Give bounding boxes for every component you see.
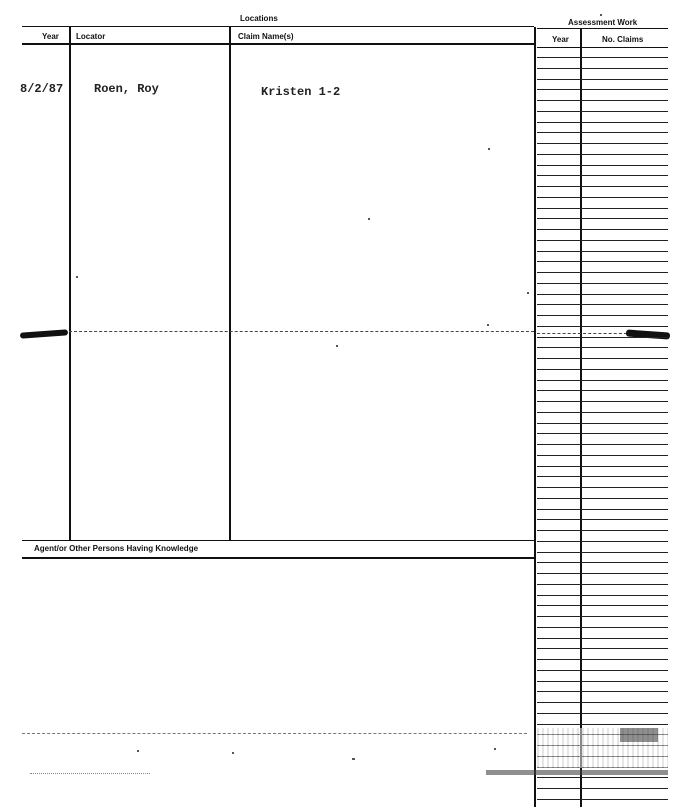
aw-row-rule — [537, 122, 668, 123]
aw-row-rule — [537, 562, 668, 563]
assessment-work-title: Assessment Work — [568, 18, 638, 27]
aw-row-rule — [537, 347, 668, 348]
aw-row-rule — [537, 487, 668, 488]
entry-locator: Roen, Roy — [94, 82, 159, 96]
aw-row-rule — [537, 444, 668, 445]
aw-row-rule — [537, 240, 668, 241]
agent-section-top-rule — [22, 540, 534, 541]
aw-row-rule — [537, 337, 668, 338]
aw-row-rule — [537, 358, 668, 359]
aw-row-rule — [537, 412, 668, 413]
aw-row-rule — [537, 498, 668, 499]
aw-row-rule — [537, 519, 668, 520]
agent-section-bottom-rule — [22, 557, 534, 559]
aw-row-rule — [537, 627, 668, 628]
aw-row-rule — [537, 57, 668, 58]
right-hole-punch-mark — [626, 329, 670, 339]
aw-row-rule — [537, 208, 668, 209]
aw-row-rule — [537, 89, 668, 90]
aw-row-rule — [537, 100, 668, 101]
col-header-aw-year: Year — [552, 35, 569, 44]
aw-header-bottom-rule — [537, 47, 668, 48]
aw-row-rule — [537, 584, 668, 585]
entry-claim-names: Kristen 1-2 — [261, 85, 341, 99]
aw-row-rule — [537, 79, 668, 80]
main-aw-divider — [534, 27, 536, 807]
aw-row-rule — [537, 530, 668, 531]
aw-row-rule — [537, 315, 668, 316]
aw-row-rule — [537, 638, 668, 639]
aw-row-rule — [537, 218, 668, 219]
aw-row-rule — [537, 143, 668, 144]
aw-row-rule — [537, 423, 668, 424]
aw-row-rule — [537, 605, 668, 606]
col-header-year: Year — [42, 32, 59, 41]
aw-row-rule — [537, 251, 668, 252]
aw-row-rule — [537, 186, 668, 187]
aw-row-rule — [537, 702, 668, 703]
aw-row-rule — [537, 691, 668, 692]
aw-row-rule — [537, 283, 668, 284]
agent-section-label: Agent/or Other Persons Having Knowledge — [34, 544, 199, 553]
aw-row-rule — [537, 132, 668, 133]
entry-year: 8/2/87 — [20, 82, 64, 96]
aw-row-rule — [537, 659, 668, 660]
aw-row-rule — [537, 401, 668, 402]
aw-row-rule — [537, 616, 668, 617]
aw-row-rule — [537, 111, 668, 112]
aw-row-rule — [537, 541, 668, 542]
aw-row-rule — [537, 369, 668, 370]
aw-row-rule — [537, 455, 668, 456]
aw-row-rule — [537, 294, 668, 295]
aw-row-rule — [537, 595, 668, 596]
header-top-rule — [22, 26, 534, 27]
aw-row-rule — [537, 433, 668, 434]
aw-row-rule — [537, 390, 668, 391]
aw-row-rule — [537, 380, 668, 381]
aw-row-rule — [537, 272, 668, 273]
aw-row-rule — [537, 713, 668, 714]
aw-row-rule — [537, 165, 668, 166]
aw-row-rule — [537, 326, 668, 327]
aw-row-rule — [537, 229, 668, 230]
aw-row-rule — [537, 509, 668, 510]
aw-row-rule — [537, 261, 668, 262]
aw-row-rule — [537, 197, 668, 198]
aw-header-top-rule — [537, 28, 668, 29]
left-hole-punch-mark — [20, 329, 68, 338]
aw-row-rule — [537, 175, 668, 176]
aw-row-rule — [537, 648, 668, 649]
aw-row-rule — [537, 466, 668, 467]
year-locator-divider — [69, 27, 71, 540]
aw-row-rule — [537, 552, 668, 553]
locator-claims-divider — [229, 27, 231, 540]
aw-row-rule — [537, 681, 668, 682]
col-header-claim-names: Claim Name(s) — [238, 32, 294, 41]
aw-row-rule — [537, 304, 668, 305]
aw-row-rule — [537, 724, 668, 725]
aw-row-rule — [537, 573, 668, 574]
aw-row-rule — [537, 154, 668, 155]
col-header-locator: Locator — [76, 32, 106, 41]
col-header-no-claims: No. Claims — [602, 35, 644, 44]
header-bottom-rule — [22, 43, 534, 45]
aw-row-rule — [537, 68, 668, 69]
aw-row-rule — [537, 476, 668, 477]
aw-row-rule — [537, 788, 668, 789]
locations-title: Locations — [240, 14, 278, 23]
aw-row-rule — [537, 777, 668, 778]
aw-row-rule — [537, 670, 668, 671]
aw-row-rule — [537, 799, 668, 800]
